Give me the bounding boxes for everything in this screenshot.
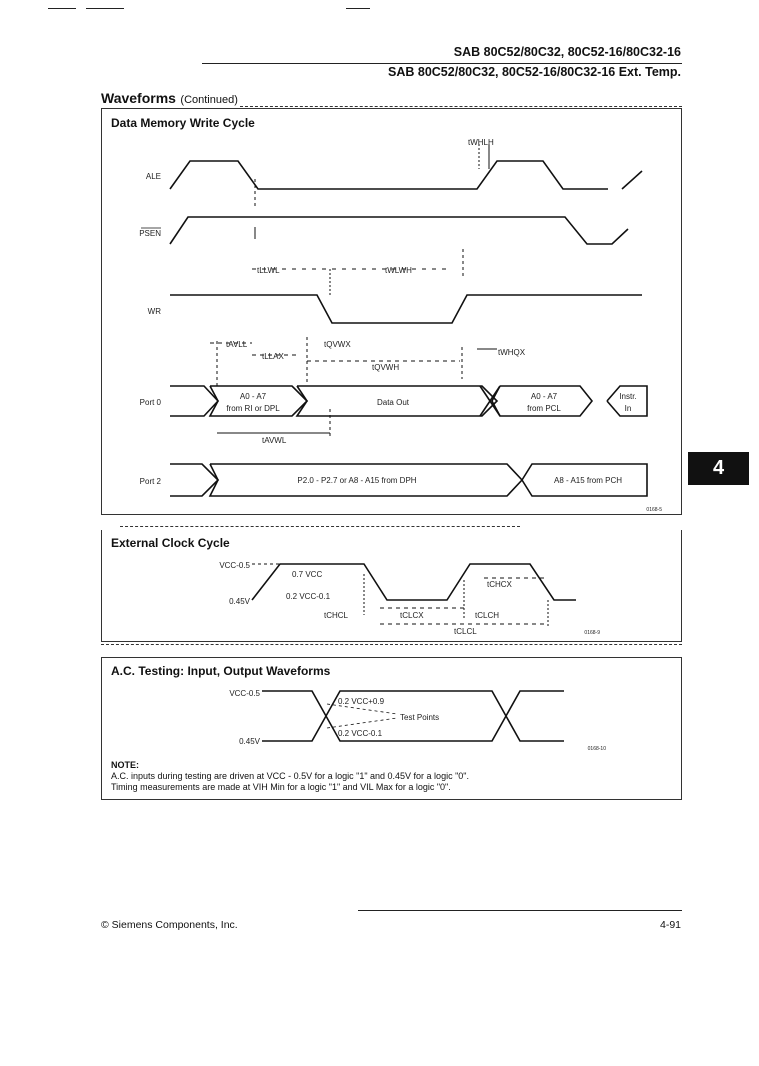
tclcl-label: tCLCL bbox=[454, 627, 477, 636]
section-heading bbox=[101, 90, 238, 108]
port0-bus-top bbox=[170, 386, 218, 416]
ac-045-label: 0.45V bbox=[239, 737, 260, 746]
tchcl-label: tCHCL bbox=[324, 611, 349, 620]
margin-mark bbox=[681, 340, 682, 350]
clk-045-label: 0.45V bbox=[229, 597, 250, 606]
clk-hi-label: 0.7 VCC bbox=[292, 570, 323, 579]
ale-label: ALE bbox=[145, 172, 161, 181]
ac-test-title: A.C. Testing: Input, Output Waveforms bbox=[111, 664, 331, 678]
doc-header-line1: SAB 80C52/80C32, 80C52-16/80C32-16 bbox=[453, 45, 681, 59]
note-line1: A.C. inputs during testing are driven at VCC - 0.5V for a logic "1" and 0.45V for a logic "0". bbox=[111, 771, 469, 781]
ext-clock-title: External Clock Cycle bbox=[111, 536, 230, 550]
port0-from-pcl: from PCL bbox=[527, 404, 561, 413]
ac-tp-label: Test Points bbox=[400, 713, 440, 722]
wr-waveform bbox=[170, 295, 642, 323]
ext-clock-diagram bbox=[102, 530, 681, 640]
twlwh-label: tWLWH bbox=[385, 266, 412, 275]
tavwl-label: tAVWL bbox=[262, 436, 287, 445]
footer-page-number: 4-91 bbox=[659, 919, 681, 931]
psen-label: PSEN bbox=[139, 229, 161, 238]
tllax-label: tLLAX bbox=[262, 352, 284, 361]
footer-rule bbox=[358, 910, 682, 911]
ext-clock-panel bbox=[101, 530, 682, 642]
port0-instr: Instr. bbox=[619, 392, 637, 401]
scan-mark bbox=[86, 8, 124, 9]
wr-label: WR bbox=[147, 307, 161, 316]
chapter-tab: 4 bbox=[688, 452, 749, 485]
ac-vcc-label: VCC-0.5 bbox=[229, 689, 260, 698]
dm-write-title: Data Memory Write Cycle bbox=[111, 116, 255, 130]
port2-bus-top bbox=[170, 464, 218, 496]
ac-test-diagram bbox=[102, 658, 681, 758]
header-rule bbox=[202, 63, 682, 64]
port0-a0a7: A0 - A7 bbox=[239, 392, 267, 401]
note-title: NOTE: bbox=[111, 760, 139, 770]
tclch-label: tCLCH bbox=[475, 611, 500, 620]
tchcx-label: tCHCX bbox=[487, 580, 512, 589]
doc-header-line2: SAB 80C52/80C32, 80C52-16/80C32-16 Ext. Temp. bbox=[388, 65, 681, 79]
port2-dph: P2.0 - P2.7 or A8 - A15 from DPH bbox=[297, 476, 417, 485]
ext-clock-bottom-rule bbox=[101, 644, 682, 645]
margin-mark bbox=[681, 770, 682, 786]
tqvwh-label: tQVWH bbox=[372, 363, 400, 372]
twhqx-label: tWHQX bbox=[498, 348, 526, 357]
port0-label: Port 0 bbox=[139, 398, 161, 407]
ac-hi-label: 0.2 VCC+0.9 bbox=[338, 697, 385, 706]
clk-vcc-label: VCC-0.5 bbox=[219, 561, 250, 570]
ext-clock-top-rule bbox=[120, 526, 520, 527]
port0-a0a7b: A0 - A7 bbox=[530, 392, 558, 401]
ac-fig-id: 0168-10 bbox=[587, 746, 606, 752]
tavll-label: tAVLL bbox=[226, 340, 248, 349]
tllwl-label: tLLWL bbox=[257, 266, 280, 275]
note-line2: Timing measurements are made at VIH Min for a logic "1" and VIL Max for a logic "0". bbox=[111, 782, 451, 792]
ac-test-panel bbox=[101, 657, 682, 800]
ale-waveform bbox=[170, 161, 608, 189]
port2-label: Port 2 bbox=[139, 477, 161, 486]
scan-mark bbox=[346, 8, 370, 9]
tclcx-label: tCLCX bbox=[400, 611, 424, 620]
dm-write-diagram bbox=[102, 109, 681, 514]
footer-copyright: © Siemens Components, Inc. bbox=[101, 919, 238, 931]
ac-note bbox=[111, 760, 671, 793]
tqvwx-label: tQVWX bbox=[324, 340, 351, 349]
twhlh-label: tWHLH bbox=[468, 138, 494, 147]
section-title: Waveforms bbox=[101, 90, 176, 106]
dm-write-fig-id: 0168-5 bbox=[646, 507, 662, 513]
scan-mark bbox=[48, 8, 76, 9]
clk-fig-id: 0168-9 bbox=[584, 630, 600, 636]
ac-lo-label: 0.2 VCC-0.1 bbox=[338, 729, 383, 738]
dm-write-panel bbox=[101, 108, 682, 515]
section-rule bbox=[240, 106, 682, 107]
clk-lo-label: 0.2 VCC-0.1 bbox=[286, 592, 331, 601]
port0-data-out: Data Out bbox=[376, 398, 410, 407]
port2-pch: A8 - A15 from PCH bbox=[553, 476, 623, 485]
psen-waveform bbox=[170, 217, 628, 244]
port0-from-ri: from RI or DPL bbox=[226, 404, 280, 413]
port0-in: In bbox=[624, 404, 632, 413]
section-continued: (Continued) bbox=[180, 94, 238, 106]
